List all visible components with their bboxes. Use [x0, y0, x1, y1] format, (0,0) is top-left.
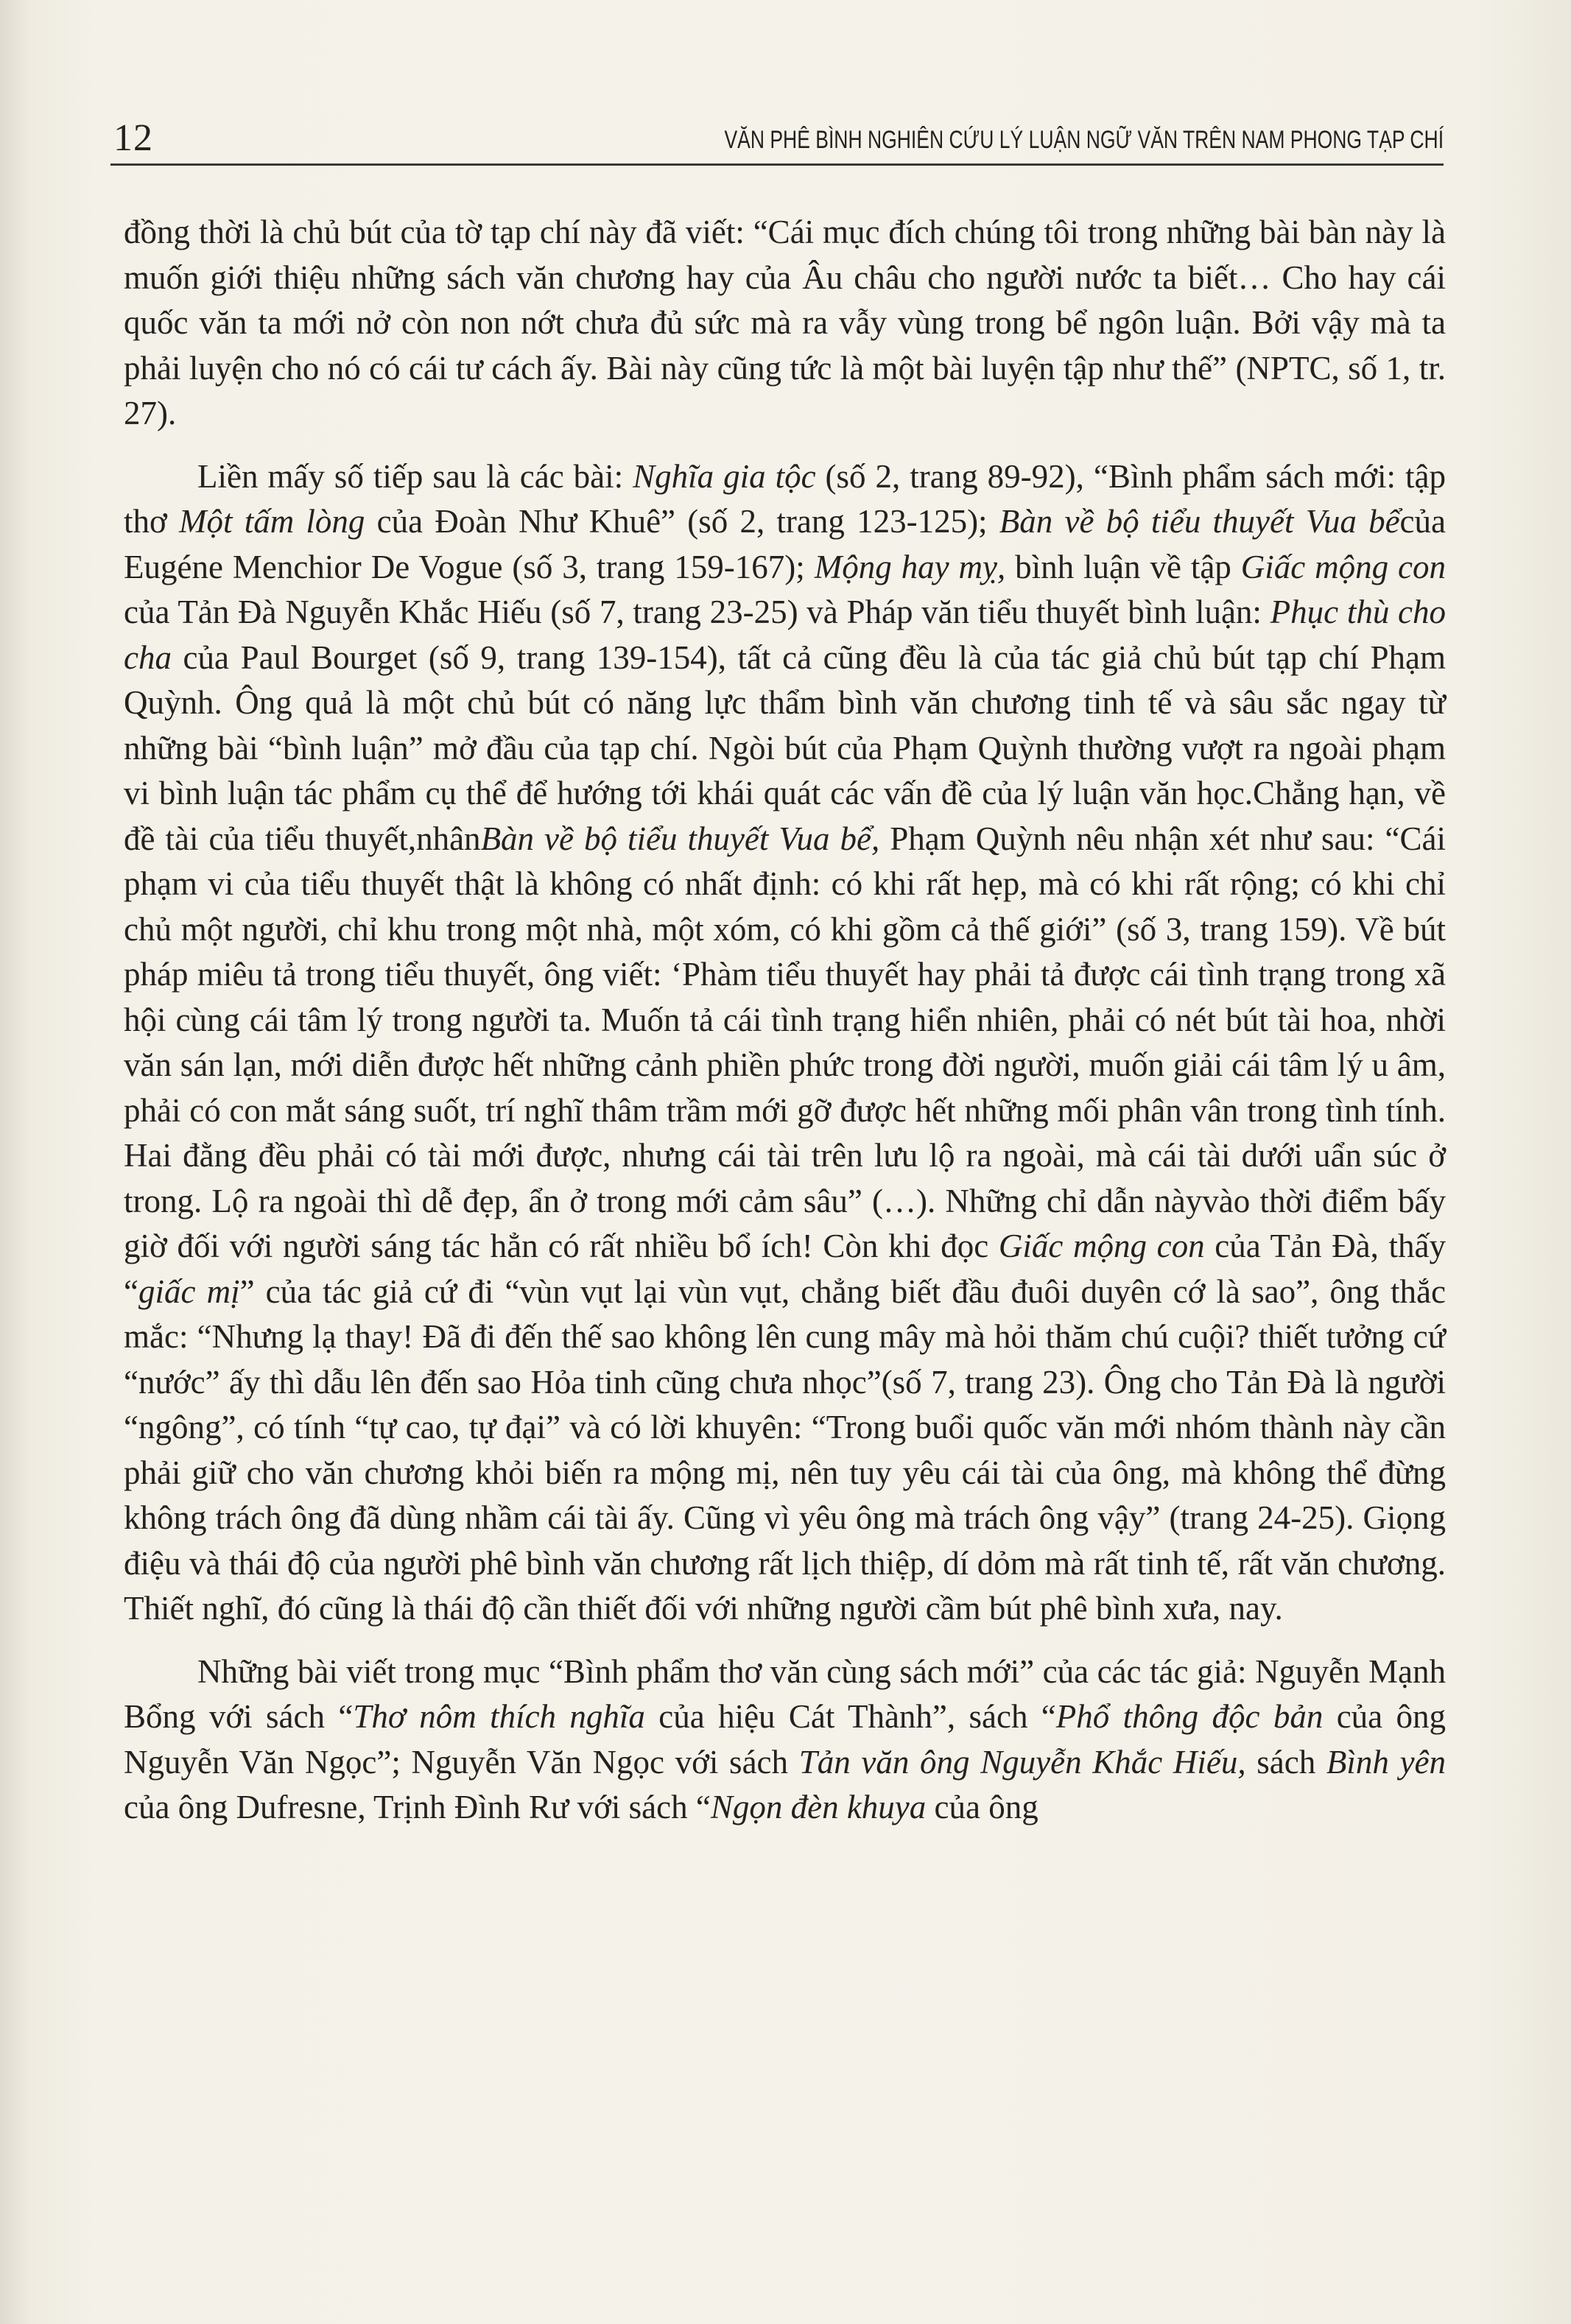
italic-text-run: Bàn về bộ tiểu thuyết Vua bể — [999, 503, 1400, 540]
running-title: VĂN PHÊ BÌNH NGHIÊN CỨU LÝ LUẬN NGỮ VĂN TRÊN NAM PHONG TẠP CHÍ — [724, 126, 1444, 154]
italic-text-run: Ngọn đèn khuya — [710, 1789, 927, 1825]
italic-text-run: Giấc mộng con — [1240, 548, 1446, 585]
text-run: của hiệu Cát Thành”, sách “ — [644, 1698, 1056, 1735]
paragraph — [124, 454, 1446, 1632]
text-run: của Paul Bourget (số 9, trang 139-154), tất cả cũng đều là của tác giả chủ bút tạp chí Phạm Quỳnh. Ông quả là một chủ bút có năng lực thẩm bình văn chương tinh tế và sâu sắc ngay từ những bài “bình luận” mở đầu của tạp chí. Ngòi bút của Phạm Quỳnh thường vượt ra ngoài phạm vi bình luận tác phẩm cụ thể để hướng tới khái quát các vấn đề của lý luận văn học.Chẳng hạn, về đề tài của tiểu thuyết,nhân — [124, 638, 1446, 857]
body-text — [124, 210, 1446, 1831]
paragraph — [124, 1649, 1446, 1831]
text-run: của ông Nguyễn Văn Ngọc”; Nguyễn Văn Ngọc với sách — [124, 1698, 1447, 1781]
paragraph — [124, 210, 1446, 437]
text-run: bình luận về tập — [1005, 548, 1241, 585]
italic-text-run: Giấc mộng con — [998, 1228, 1205, 1264]
text-run: Những bài viết trong mục “Bình phẩm thơ văn cùng sách mới” của các tác giả: Nguyễn Mạnh Bổng với sách “ — [124, 1652, 1446, 1735]
text-run: sách — [1245, 1743, 1326, 1781]
text-run: của ông Dufresne, Trịnh Đình Rư với sách “ — [124, 1789, 711, 1825]
italic-text-run: Nghĩa gia tộc — [633, 457, 816, 495]
italic-text-run: giấc mị — [138, 1272, 240, 1310]
italic-text-run: Tản văn ông Nguyễn Khắc Hiếu, — [798, 1743, 1246, 1781]
text-run: (số 2, trang 89-92), “Bình phẩm sách mới: tập thơ — [124, 457, 1446, 540]
italic-text-run: Thơ nôm thích nghĩa — [353, 1698, 645, 1735]
header-rule — [110, 163, 1444, 166]
page-number: 12 — [113, 117, 153, 159]
text-run: Phạm Quỳnh nêu nhận xét như sau: “Cái phạm vi của tiểu thuyết thật là không có nhất định: có khi rất hẹp, mà có khi rất rộng; có khi chỉ chủ một người, chỉ khu trong một nhà, một xóm, có khi gồm cả thế giới” (số 3, trang 159). Về bút pháp miêu tả trong tiểu thuyết, ông viết: ‘Phàm tiểu thuyết hay phải tả được cái tình trạng trong xã hội cùng cái tâm lý trong người ta. Muốn tả cái tình trạng hiển nhiên, phải có nét bút tài hoa, nhời văn sán lạn, mới diễn được hết những cảnh phiền phức trong đời người, muốn giải cái tâm lý u âm, phải có con mắt sáng suốt, trí nghĩ thâm trầm mới gỡ được hết những mối phân vân trong tình tính. Hai đằng đều phải có tài mới được, nhưng cái tài trên lưu lộ ra ngoài, mà cái tài dưới uẩn súc ở trong. Lộ ra ngoài thì dễ đẹp, ẩn ở trong mới cảm sâu” (…). Những chỉ dẫn nàyvào thời điểm bấy giờ đối với người sáng tác hẳn có rất nhiều bổ ích! Còn khi đọc — [124, 820, 1447, 1264]
italic-text-run: Phục thù cho cha — [124, 594, 1447, 676]
text-run: của ông — [926, 1789, 1038, 1825]
italic-text-run: Một tấm lòng — [179, 503, 365, 540]
text-run: Liền mấy số tiếp sau là các bài: — [197, 457, 633, 495]
text-run: của Tản Đà Nguyễn Khắc Hiếu (số 7, trang 23-25) và Pháp văn tiểu thuyết bình luận: — [124, 594, 1270, 630]
italic-text-run: Phổ thông độc bản — [1055, 1698, 1324, 1735]
page-header — [110, 110, 1444, 162]
page-edge-shadow — [0, 0, 29, 2324]
italic-text-run: Bàn về bộ tiểu thuyết Vua bể, — [480, 820, 880, 857]
italic-text-run: Mộng hay mỵ, — [814, 548, 1006, 585]
text-run: của Đoàn Như Khuê” (số 2, trang 123-125); — [365, 503, 999, 540]
text-run: ” của tác giả cứ đi “vùn vụt lại vùn vụt, chẳng biết đầu đuôi duyên cớ là sao”, ông thắc mắc: “Nhưng lạ thay! Đã đi đến thế sao không lên cung mây mà hỏi thăm chú cuội? thiết tưởng cứ “nước” ấy thì dẫu lên đến sao Hỏa tinh cũng chưa nhọc”(số 7, trang 23). Ông cho Tản Đà là người “ngông”, có tính “tự cao, tự đại” và có lời khuyên: “Trong buổi quốc văn mới nhóm thành này cần phải giữ cho văn chương khỏi biến ra mộng mị, nên tuy yêu cái tài của ông, mà không thể đừng không trách ông đã dùng nhầm cái tài ấy. Cũng vì yêu ông mà trách ông vậy” (trang 24-25). Giọng điệu và thái độ của người phê bình văn chương rất lịch thiệp, dí dỏm mà rất tinh tế, rất văn chương. Thiết nghĩ, đó cũng là thái độ cần thiết đối với những người cầm bút phê bình xưa, nay. — [124, 1272, 1446, 1627]
text-run: đồng thời là chủ bút của tờ tạp chí này đã viết: “Cái mục đích chúng tôi trong những bài bàn này là muốn giới thiệu những sách văn chương hay của Âu châu cho người nước ta biết… Cho hay cái quốc văn ta mới nở còn non nớt chưa đủ sức mà ra vẫy vùng trong bể ngôn luận. Bởi vậy mà ta phải luyện cho nó có cái tư cách ấy. Bài này cũng tức là một bài luyện tập như thế” (NPTC, số 1, tr. 27). — [124, 214, 1446, 432]
text-run: của Tản Đà, thấy “ — [124, 1228, 1446, 1310]
text-run: của Eugéne Menchior De Vogue (số 3, trang 159-167); — [124, 503, 1446, 585]
italic-text-run: Bình yên — [1326, 1743, 1447, 1781]
